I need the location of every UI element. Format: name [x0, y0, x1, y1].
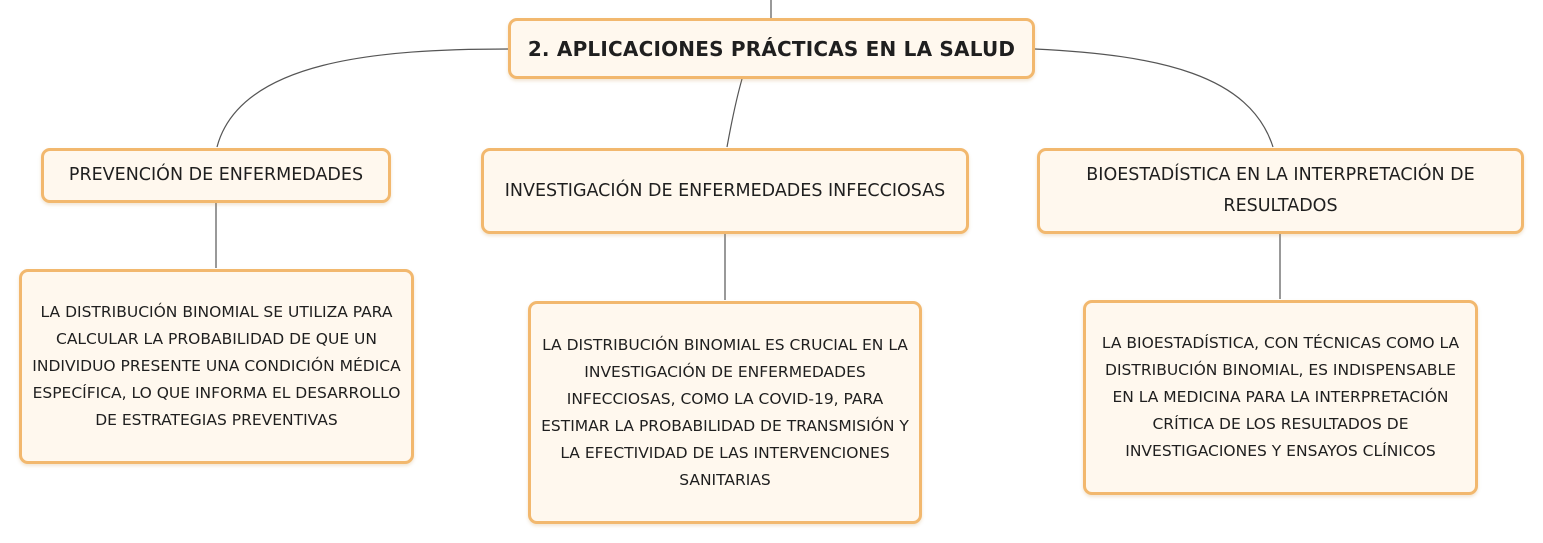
subtopic-text: LA DISTRIBUCIÓN BINOMIAL ES CRUCIAL EN LA INVESTIGACIÓN DE ENFERMEDADES INFECCIOSAS, COMO LA COVID-19, PARA ESTIMAR LA PROBABILIDAD DE TRANSMISIÓN Y LA EFECTIVIDAD DE LAS INTERVENCIONES SANITARIAS [541, 335, 909, 489]
subtopic-bioestadistica-description[interactable] [1083, 300, 1478, 495]
topic-investigacion-enfermedades[interactable] [481, 148, 969, 234]
connector-root-to-investigacion [727, 79, 742, 147]
topic-bioestadistica-interpretacion[interactable] [1037, 148, 1524, 234]
root-topic-label: 2. APLICACIONES PRÁCTICAS EN LA SALUD [527, 36, 1016, 61]
subtopic-text: LA BIOESTADÍSTICA, CON TÉCNICAS COMO LA DISTRIBUCIÓN BINOMIAL, ES INDISPENSABLE EN LA MEDICINA PARA LA INTERPRETACIÓN CRÍTICA DE LOS RESULTADOS DE INVESTIGACIONES Y ENSAYOS CLÍNICOS [1101, 334, 1460, 460]
subtopic-prevencion-description[interactable] [19, 269, 414, 464]
subtopic-text: LA DISTRIBUCIÓN BINOMIAL SE UTILIZA PARA CALCULAR LA PROBABILIDAD DE QUE UN INDIVIDUO PRESENTE UNA CONDICIÓN MÉDICA ESPECÍFICA, LO QUE INFORMA EL DESARROLLO DE ESTRATEGIAS PREVENTIVAS [32, 303, 401, 429]
topic-label: INVESTIGACIÓN DE ENFERMEDADES INFECCIOSAS [504, 180, 946, 201]
root-topic[interactable] [508, 18, 1035, 79]
topic-label: BIOESTADÍSTICA EN LA INTERPRETACIÓN DE RESULTADOS [1086, 165, 1475, 216]
subtopic-investigacion-description[interactable] [528, 301, 922, 524]
connector-root-to-bioestadistica [1035, 49, 1273, 147]
topic-prevencion-enfermedades[interactable] [41, 148, 391, 203]
connector-root-to-prevencion [217, 49, 508, 147]
topic-label: PREVENCIÓN DE ENFERMEDADES [68, 165, 364, 185]
